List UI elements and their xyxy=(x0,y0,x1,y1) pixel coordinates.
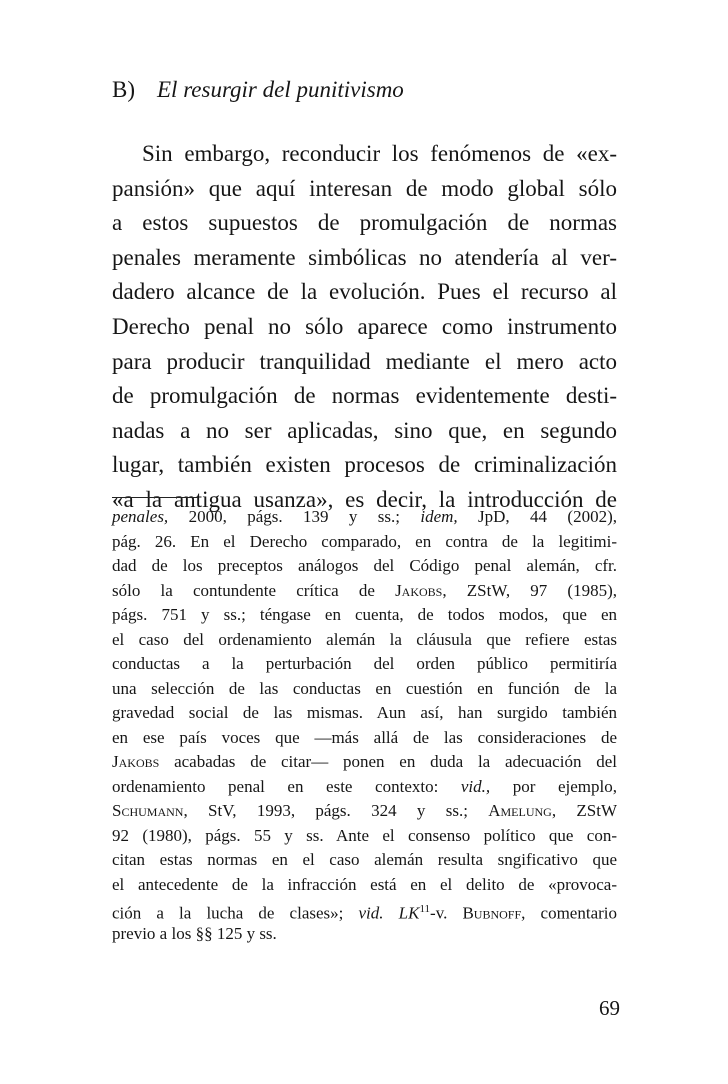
footnote-line: en ese país voces que —más allá de las consideraciones de xyxy=(112,727,617,747)
body-line: «a la antigua usanza», es decir, la introducción de xyxy=(112,486,617,512)
footnote-separator xyxy=(112,497,198,498)
footnote-italic: vid., xyxy=(460,776,491,796)
footnote-line: el antecedente de la infracción está en el delito de «provoca- xyxy=(112,874,617,894)
footnote-line: conductas a la perturbación del orden público permitiría xyxy=(112,654,617,673)
footnote-text: ción a la lucha de clases»; xyxy=(112,903,359,923)
footnote-line: págs. 751 y ss.; téngase en cuenta, de todos modos, que en xyxy=(112,605,617,624)
footnote-line: previo a los §§ 125 y ss. xyxy=(112,923,277,943)
body-line: penales meramente simbólicas no atendería al ver- xyxy=(112,244,617,270)
body-line: Derecho penal no sólo aparece como instrumento xyxy=(112,313,617,339)
edition-superscript: 11 xyxy=(419,903,431,915)
footnote-text: ordenamiento penal en este contexto: xyxy=(112,776,461,796)
body-paragraph xyxy=(112,137,617,518)
footnote-line: gravedad social de las mismas. Aun así, han surgido también xyxy=(112,703,617,722)
body-line: pansión» que aquí interesan de modo global sólo xyxy=(112,175,617,201)
body-line: dadero alcance de la evolución. Pues el recurso al xyxy=(112,279,617,305)
footnote xyxy=(112,505,617,946)
footnote-text: por ejemplo, xyxy=(490,776,617,796)
footnote-text: 2000, págs. 139 y ss.; xyxy=(168,507,421,526)
footnote-line: citan estas normas en el caso alemán resulta sngificativo que xyxy=(112,850,617,869)
footnote-line xyxy=(112,505,617,530)
body-line: de promulgación de normas evidentemente desti- xyxy=(112,383,617,409)
section-letter: B) xyxy=(112,77,135,102)
author-name: Amelung xyxy=(488,801,552,820)
footnote-italic: penales, xyxy=(112,507,169,526)
author-name: Bubnoff xyxy=(462,903,522,923)
footnote-line xyxy=(112,897,617,922)
body-line: Sin embargo, reconducir los fenómenos de «ex- xyxy=(142,141,617,166)
footnote-text: -v. xyxy=(430,903,463,923)
footnote-line: el caso del ordenamiento alemán la cláusula que refiere estas xyxy=(112,629,617,649)
footnote-line: dad de los preceptos análogos del Código penal alemán, cfr. xyxy=(112,556,617,575)
body-line: a estos supuestos de promulgación de normas xyxy=(112,210,617,236)
footnote-line xyxy=(112,750,617,775)
footnote-text: JpD, 44 (2002), xyxy=(457,507,617,526)
footnote-italic: vid. LK xyxy=(358,903,420,923)
footnote-line xyxy=(112,579,617,604)
footnote-text: , comentario xyxy=(521,903,618,923)
footnote-line xyxy=(112,799,617,824)
footnote-line: una selección de las conductas en cuestión en función de la xyxy=(112,678,617,698)
author-name: Jakobs xyxy=(112,752,160,771)
author-name: Schumann xyxy=(112,801,184,820)
footnote-text: sólo la contundente crítica de xyxy=(112,580,396,600)
body-line: para producir tranquilidad mediante el mero acto xyxy=(112,348,617,374)
page-number: 69 xyxy=(599,996,620,1020)
section-title: El resurgir del punitivismo xyxy=(157,77,404,102)
footnote-text: acabadas de citar— ponen en duda la adecuación del xyxy=(159,752,617,771)
section-heading xyxy=(112,77,404,103)
footnote-line: pág. 26. En el Derecho comparado, en contra de la legitimi- xyxy=(112,531,617,551)
footnote-text: , ZStW, 97 (1985), xyxy=(442,580,617,600)
author-name: Jakobs xyxy=(395,580,443,600)
body-line: lugar, también existen procesos de criminalización xyxy=(112,452,617,478)
footnote-text: , ZStW xyxy=(551,801,617,820)
footnote-italic: idem, xyxy=(420,507,458,526)
footnote-line: 92 (1980), págs. 55 y ss. Ante el consenso político que con- xyxy=(112,825,617,845)
footnote-text: , StV, 1993, págs. 324 y ss.; xyxy=(183,801,489,820)
footnote-line xyxy=(112,775,617,800)
body-line: nadas a no ser aplicadas, sino que, en segundo xyxy=(112,417,617,443)
